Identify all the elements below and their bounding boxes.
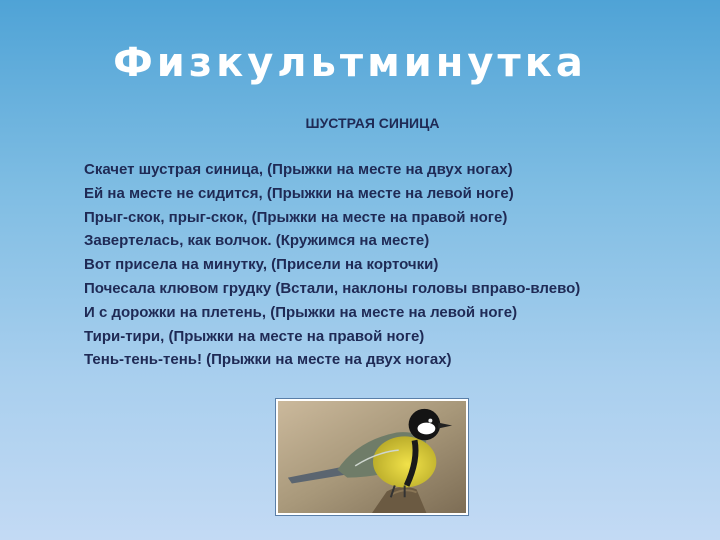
poem-line: Прыг-скок, прыг-скок, (Прыжки на месте на правой ноге) [84,208,508,226]
poem-line: Тень-тень-тень! (Прыжки на месте на двух ногах) [84,351,452,369]
poem-line: Скачет шустрая синица, (Прыжки на месте на двух ногах) [84,161,513,178]
poem-line: Почесала клювом грудку (Встали, наклоны головы вправо-влево) [84,279,581,297]
great-tit-bird-icon [278,401,466,513]
poem-line: Тири-тири, (Прыжки на месте на правой ноге) [84,327,425,345]
poem-line: Завертелась, как волчок. (Кружимся на месте) [84,232,430,250]
poem-text [84,158,580,372]
slide-title: Физкультминутка [113,40,587,86]
poem-line: И с дорожки на плетень, (Прыжки на месте на левой ноге) [84,303,518,321]
poem-line: Вот присела на минутку, (Присели на корточки) [84,256,439,274]
bird-photo [275,398,469,516]
poem-line: Ей на месте не сидится, (Прыжки на месте на левой ноге) [84,184,514,202]
poem-title: ШУСТРАЯ СИНИЦА [305,115,440,131]
